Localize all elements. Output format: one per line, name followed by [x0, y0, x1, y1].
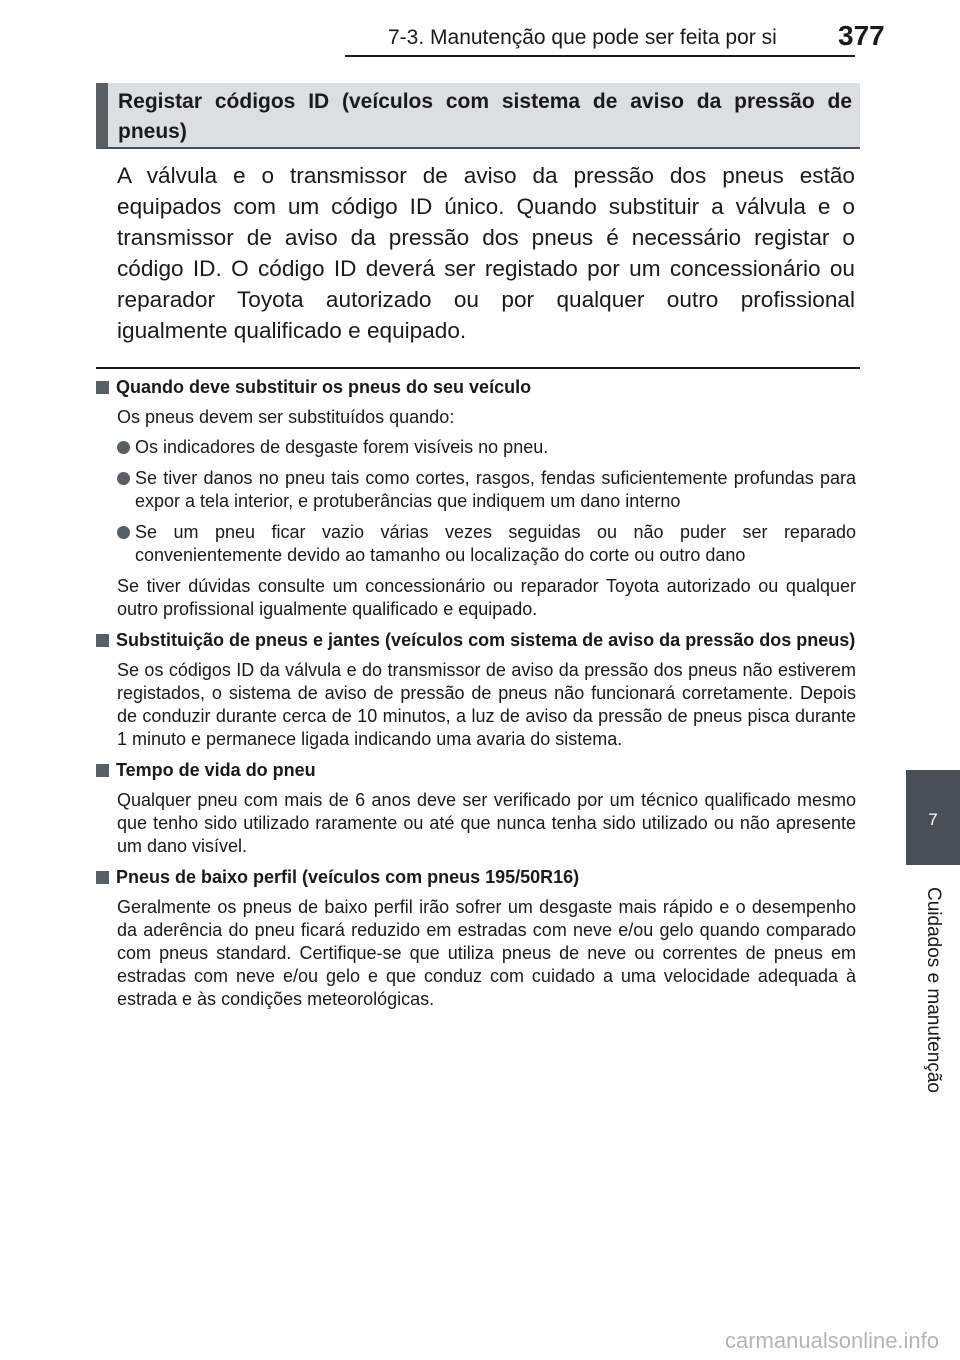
chapter-tab: [906, 770, 960, 865]
note-body: Geralmente os pneus de baixo perfil irão sofrer um desgaste mais rápido e o desempenho da aderência do pneu ficará reduzido em estradas com neve e/ou gelo quando comparado com pneus standard. Certifique-se que utiliza pneus de neve ou correntes de pneus em estradas com neve e/ou gelo e que conduz com cuidado a uma velocidade adequada à estrada e às condições meteorológicas.: [117, 897, 856, 1009]
note-lead: Os pneus devem ser substituídos quando:: [117, 407, 455, 427]
header-rule: [345, 55, 855, 57]
section-title: Registar códigos ID (veículos com sistema de aviso da pressão de pneus): [118, 90, 852, 143]
note-low-profile-tires: [96, 866, 856, 1011]
note-heading-text: Pneus de baixo perfil (veículos com pneus 195/50R16): [116, 867, 580, 887]
watermark: carmanualsonline.info: [725, 1328, 940, 1353]
bullet-text: Se um pneu ficar vazio várias vezes seguidas ou não puder ser reparado convenientemente devido ao tamanho ou localização do corte ou outro dano: [135, 522, 856, 565]
bullet-item: [117, 436, 856, 459]
circle-bullet-icon: [117, 472, 130, 485]
note-heading-text: Substituição de pneus e jantes (veículos com sistema de aviso da pressão dos pneus): [116, 630, 856, 650]
notes-list: [96, 376, 856, 1019]
note-heading: [96, 866, 856, 889]
note-heading: [96, 759, 856, 782]
note-heading-text: Quando deve substituir os pneus do seu veículo: [116, 377, 532, 397]
bullet-list: [117, 436, 856, 567]
note-heading: [96, 376, 856, 399]
bullet-text: Os indicadores de desgaste forem visíveis no pneu.: [135, 437, 549, 457]
square-bullet-icon: [96, 381, 109, 394]
square-bullet-icon: [96, 871, 109, 884]
note-body: Se os códigos ID da válvula e do transmissor de aviso da pressão dos pneus não estiverem registados, o sistema de aviso de pressão de pneus não funcionará corretamente. Depois de conduzir durante cerca de 10 minutos, a luz de aviso da pressão de pneus pisca durante 1 minuto e permanece ligada indicando uma avaria do sistema.: [117, 660, 856, 749]
note-tire-replacement: [96, 376, 856, 621]
bullet-item: [117, 521, 856, 567]
section-title-box: [96, 83, 860, 149]
square-bullet-icon: [96, 764, 109, 777]
note-heading-text: Tempo de vida do pneu: [116, 760, 316, 780]
chapter-number: 7: [928, 810, 938, 829]
circle-bullet-icon: [117, 526, 130, 539]
note-body: Qualquer pneu com mais de 6 anos deve ser verificado por um técnico qualificado mesmo que tenho sido utilizado raramente ou até que nunca tenha sido utilizado ou não apresente um dano visível.: [117, 790, 856, 856]
bullet-text: Se tiver danos no pneu tais como cortes, rasgos, fendas suficientemente profundas para expor a tela interior, e protuberâncias que indiquem um dano interno: [135, 468, 856, 511]
chapter-title: Cuidados e manutenção: [923, 887, 944, 1093]
note-trailing: Se tiver dúvidas consulte um concessionário ou reparador Toyota autorizado ou qualquer outro profissional igualmente qualificado e equipado.: [117, 576, 856, 619]
note-tire-wheel-replacement: [96, 629, 856, 751]
note-heading: [96, 629, 856, 652]
page-number: 377: [838, 20, 885, 51]
intro-paragraph: A válvula e o transmissor de aviso da pressão dos pneus estão equipados com um código ID único. Quando substituir a válvula e o transmissor de aviso da pressão dos pneus é necessário registar o código ID. O código ID deverá ser registado por um concessionário ou reparador Toyota autorizado ou por qualquer outro profissional igualmente qualificado e equipado.: [117, 163, 855, 343]
running-header: [0, 0, 960, 64]
bullet-item: [117, 467, 856, 513]
circle-bullet-icon: [117, 441, 130, 454]
section-divider: [96, 367, 860, 369]
note-tire-life: [96, 759, 856, 858]
header-section-title: 7-3. Manutenção que pode ser feita por si: [388, 26, 777, 49]
square-bullet-icon: [96, 634, 109, 647]
